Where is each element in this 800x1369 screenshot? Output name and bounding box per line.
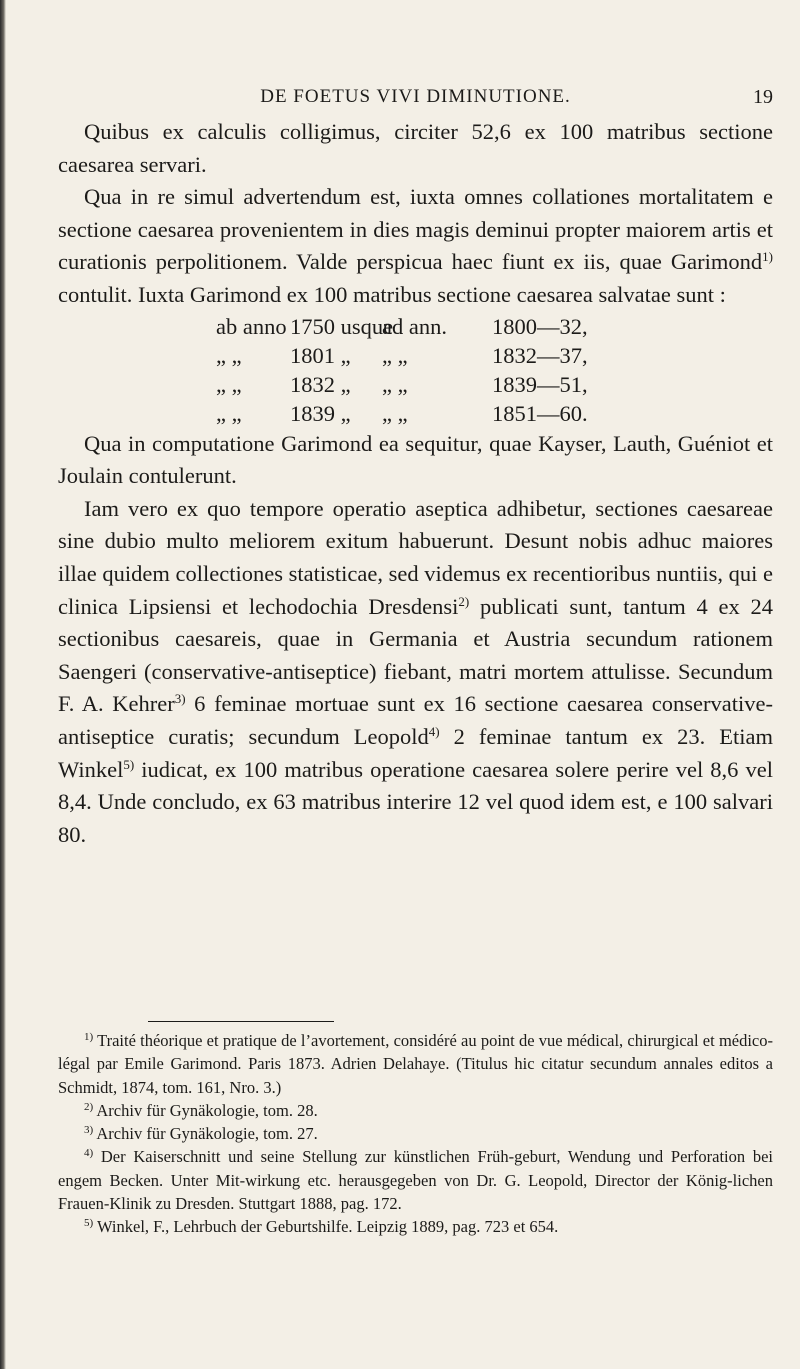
footnote-text: Archiv für Gynäkologie, tom. 28.	[93, 1100, 318, 1120]
footnote-mark: 4)	[84, 1147, 94, 1160]
footnote	[58, 1122, 773, 1145]
paragraph-2	[58, 181, 773, 311]
table-cell: „ „	[216, 342, 242, 368]
footnote-text: Winkel, F., Lehrbuch der Geburtshilfe. Leipzig 1889, pag. 723 et 654.	[93, 1217, 559, 1237]
footnote-ref-5: 5)	[123, 756, 135, 772]
running-title: DE FOETUS VIVI DIMINUTIONE.	[260, 86, 571, 107]
table-cell: ad ann.	[382, 313, 447, 339]
paragraph-1: Quibus ex calculis colligimus, circiter 52,6 ex 100 matribus sectione caesarea servari.	[58, 119, 773, 177]
footnote	[58, 1145, 773, 1215]
page-number: 19	[753, 86, 773, 108]
footnote	[58, 1099, 773, 1122]
footnote-text: Archiv für Gynäkologie, tom. 27.	[93, 1124, 318, 1144]
footnote-ref-2: 2)	[458, 593, 470, 609]
table-cell: „ „	[382, 400, 408, 426]
footnote-ref-3: 3)	[174, 691, 186, 707]
table-cell: „ „	[382, 342, 408, 368]
footnote-mark: 3)	[84, 1124, 94, 1137]
paragraph-4-text-b: publicati sunt, tantum 4 ex 24 sectionibus caesareis, quae in Germania et Austria secundum rationem Saengeri (conservative-antiseptice) fiebant, matri mortem attulisse. Secundum F. A. Kehrer	[58, 593, 774, 717]
footnote-text: Der Kaiserschnitt und seine Stellung zur künstlichen Früh-geburt, Wendung und Perforation bei engem Becken. Unter Mit-wirkung etc. herausgegeben von Dr. G. Leopold, Director der König-lichen Frauen-Klinik zu Dresden. Stuttgart 1888, pag. 172.	[58, 1147, 773, 1214]
footnote-text: Traité théorique et pratique de l’avortement, considéré au point de vue médical, chirurgical et médico-légal par Emile Garimond. Paris 1873. Adrien Delahaye. (Titulus hic citatur secundum annales editos a Schmidt, 1874, tom. 161, Nro. 3.)	[58, 1031, 773, 1097]
paragraph-4-text-c: 6 feminae mortuae sunt ex 16 sectione caesarea conservative-antiseptice curatis; secundum Leopold	[58, 691, 773, 749]
running-head	[58, 86, 773, 118]
footnote-separator	[148, 1021, 334, 1022]
paragraph-2-text-a: Qua in re simul advertendum est, iuxta omnes collationes mortalitatem e sectione caesarea provenientem in dies magis deminui propter maiorem artis et curationis perpolitionem. Valde perspicua haec fiunt ex iis, quae Garimond	[58, 184, 773, 275]
paragraph-4	[58, 493, 773, 852]
footnote-ref-4: 4)	[428, 723, 440, 739]
table-cell: 1839—51,	[492, 371, 588, 397]
body-text	[58, 116, 773, 851]
page-edge-shadow	[0, 0, 6, 1369]
table-cell: 1750 usque	[290, 313, 394, 339]
footnote	[58, 1029, 773, 1099]
footnote-mark: 5)	[84, 1217, 94, 1230]
table-cell: „ „	[382, 371, 408, 397]
paragraph-4-text-e: iudicat, ex 100 matribus operatione caesarea solere perire vel 8,6 vel 8,4. Unde concludo, ex 63 matribus interire 12 vel quod idem est, e 100 salvari 80.	[58, 756, 773, 847]
table-cell: 1800—32,	[492, 313, 588, 339]
table-cell: 1801 „	[290, 342, 351, 368]
mortality-table	[216, 312, 773, 428]
footnote	[58, 1215, 773, 1238]
footnote-mark: 1)	[84, 1031, 94, 1043]
paragraph-4-text-d: 2 feminae tantum ex 23. Etiam Winkel	[58, 723, 773, 782]
footnotes	[58, 1029, 773, 1239]
table-cell: „ „	[216, 400, 242, 426]
table-cell: 1839 „	[290, 400, 351, 426]
paragraph-2-text-b: contulit. Iuxta Garimond ex 100 matribus sectione caesarea salvatae sunt :	[58, 281, 726, 307]
table-cell: 1851—60.	[492, 400, 588, 426]
footnote-ref-1: 1)	[762, 249, 773, 265]
footnote-mark: 2)	[84, 1100, 94, 1113]
paragraph-4-text-a: Iam vero ex quo tempore operatio aseptica adhibetur, sectiones caesareae sine dubio multo meliorem exitum habuerunt. Desunt nobis adhuc maiores illae quidem collectiones statisticae, sed videmus ex recentioribus nuntiis, qui e clinica Lipsiensi et lechodochia Dresdensi	[58, 495, 773, 619]
table-cell: 1832—37,	[492, 342, 588, 368]
table-cell: ab anno	[216, 313, 287, 339]
table-cell: „ „	[216, 371, 242, 397]
paragraph-3: Qua in computatione Garimond ea sequitur, quae Kayser, Lauth, Guéniot et Joulain contulerunt.	[58, 430, 773, 489]
table-cell: 1832 „	[290, 371, 351, 397]
